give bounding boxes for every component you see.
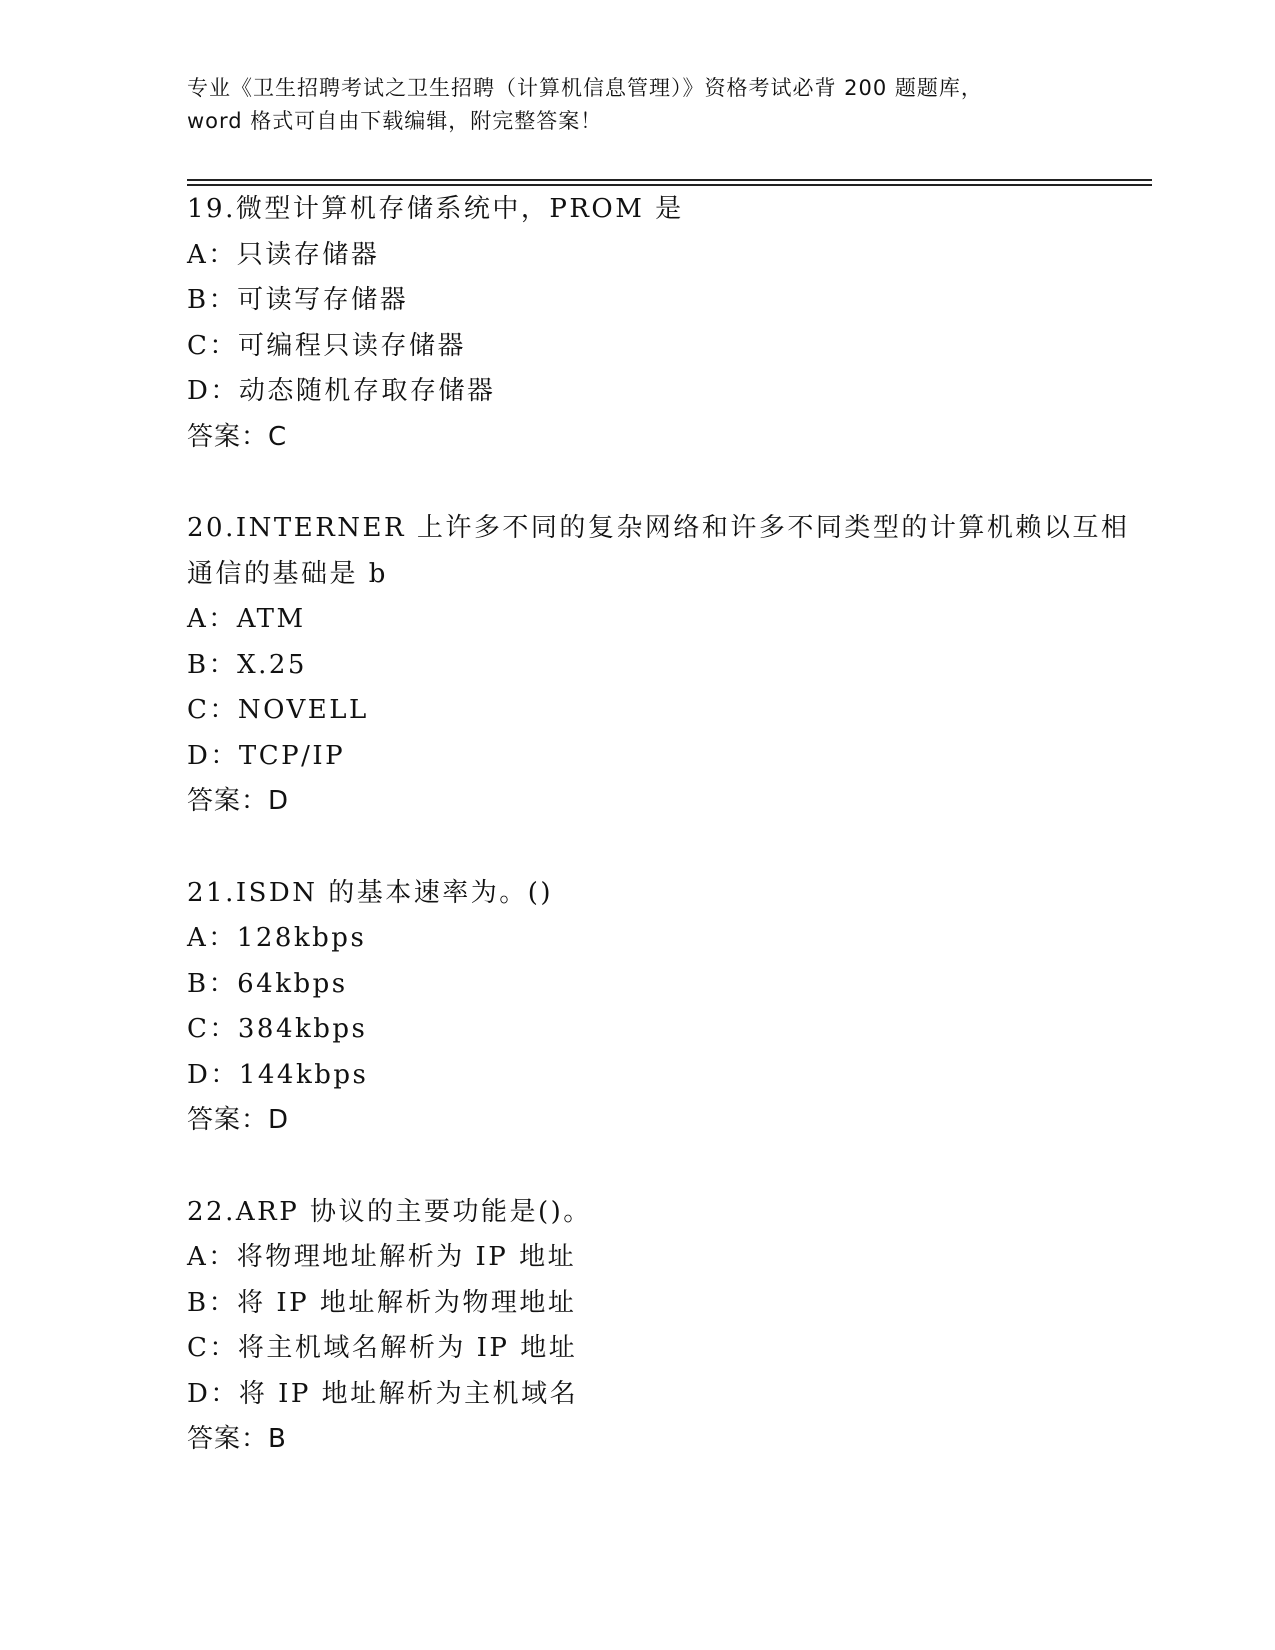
option-a: A：将物理地址解析为 IP 地址 xyxy=(187,1242,577,1272)
question-list xyxy=(187,187,1147,1509)
option-b: B：64kbps xyxy=(187,968,348,999)
option-a: A：ATM xyxy=(187,604,306,634)
question-19 xyxy=(187,187,1147,460)
option-d: D：TCP/IP xyxy=(187,740,346,771)
option-c: C：NOVELL xyxy=(187,695,369,725)
option-c: C：384kbps xyxy=(187,1014,368,1044)
header-line-2: word 格式可自由下载编辑，附完整答案！ xyxy=(187,109,603,133)
option-b: B：可读写存储器 xyxy=(187,285,409,315)
document-header xyxy=(187,72,1087,138)
answer: 答案：D xyxy=(187,786,290,816)
question-stem: 20.INTERNER 上许多不同的复杂网络和许多不同类型的计算机赖以互相 xyxy=(187,513,1130,543)
answer: 答案：D xyxy=(187,1105,290,1135)
header-divider-top xyxy=(187,179,1152,181)
option-a: A：128kbps xyxy=(187,923,367,953)
option-d: D：动态随机存取存储器 xyxy=(187,376,496,406)
header-divider-bottom xyxy=(187,184,1152,186)
question-22 xyxy=(187,1190,1147,1463)
option-c: C：可编程只读存储器 xyxy=(187,330,466,361)
header-line-1: 专业《卫生招聘考试之卫生招聘（计算机信息管理）》资格考试必背 200 题题库， xyxy=(187,76,983,100)
option-d: D：将 IP 地址解析为主机域名 xyxy=(187,1378,579,1409)
answer: 答案：B xyxy=(187,1424,287,1454)
option-d: D：144kbps xyxy=(187,1059,369,1090)
question-20 xyxy=(187,506,1147,825)
option-a: A：只读存储器 xyxy=(187,239,380,270)
question-stem: 22.ARP 协议的主要功能是()。 xyxy=(187,1196,592,1227)
option-b: B：X.25 xyxy=(187,649,307,680)
question-21 xyxy=(187,871,1147,1144)
option-b: B：将 IP 地址解析为物理地址 xyxy=(187,1287,577,1318)
question-stem: 19.微型计算机存储系统中，PROM 是 xyxy=(187,194,684,224)
question-stem-continued: 通信的基础是 b xyxy=(187,558,388,589)
option-c: C：将主机域名解析为 IP 地址 xyxy=(187,1333,578,1363)
question-stem: 21.ISDN 的基本速率为。() xyxy=(187,877,554,908)
answer: 答案：C xyxy=(187,421,288,452)
